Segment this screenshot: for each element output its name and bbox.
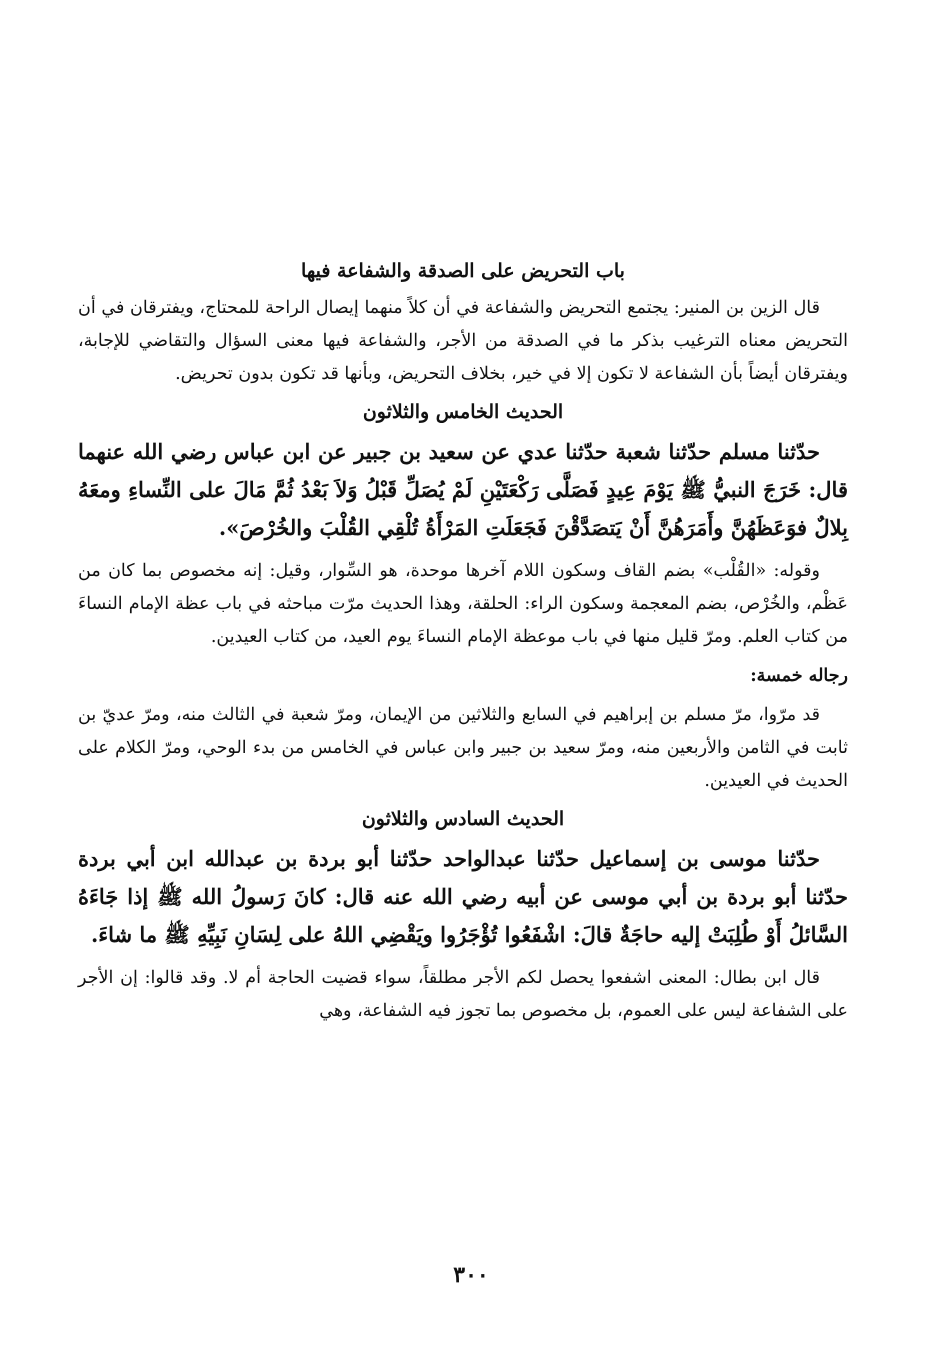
narrators-heading: رجاله خمسة: [750,666,848,686]
page-content [78,256,848,1034]
hadith-35-title: الحديث الخامس والثلاثون [362,401,564,423]
chapter-title: باب التحريض على الصدقة والشفاعة فيها [301,260,625,282]
hadith-35-text: حدّثنا مسلم حدّثنا شعبة حدّثنا عدي عن سعيد بن جبير عن ابن عباس رضي الله عنهما قال: خَرَجَ النبيُّ ﷺ يَوْمَ عِيدٍ فَصَلَّى رَكْعَتَيْنِ لَمْ يُصَلِّ قَبْلُ وَلاَ بَعْدُ ثُمَّ مَالَ على النِّساءِ ومعَهُ بِلالٌ فوَعَظَهُنَّ وأَمَرَهُنَّ أَنْ يَتصَدَّقْنَ فَجَعَلَتِ المَرْأَةُ تُلْقِي القُلْبَ والخُرْصَ». [78,439,848,540]
hadith-36-text: حدّثنا موسى بن إسماعيل حدّثنا عبدالواحد حدّثنا أبو بردة بن عبدالله ابن أبي بردة حدّثنا أبو بردة بن أبي موسى عن أبيه رضي الله عنه قال: كانَ رَسولُ الله ﷺ إذا جَاءَهُ السَّائلُ أَوْ طُلِبَتْ إليه حاجَةٌ قالَ: اشْفَعُوا تُؤْجَرُوا ويَقْضِي اللهُ على لِسَانِ نَبِيِّهِ ﷺ ما شاءَ. [78,846,848,947]
hadith-36-commentary: قال ابن بطال: المعنى اشفعوا يحصل لكم الأجر مطلقاً، سواء قضيت الحاجة أم لا. وقد قالوا: إن الأجر على الشفاعة ليس على العموم، بل مخصوص بما تجوز فيه الشفاعة، وهي [78,968,848,1021]
narrators-paragraph: قد مرّوا، مرّ مسلم بن إبراهيم في السابع والثلاثين من الإيمان، ومرّ شعبة في الثالث منه، ومرّ عديّ بن ثابت في الثامن والأربعين منه، ومرّ سعيد بن جبير وابن عباس في الخامس من بدء الوحي، ومرّ الكلام على الحديث في العيدين. [78,705,848,791]
page-number: ٣٠٠ [453,1262,489,1288]
hadith-36-title: الحديث السادس والثلاثون [361,808,565,830]
hadith-35-commentary: وقوله: «القُلْب» بضم القاف وسكون اللام آخرها موحدة، هو السِّوار، وقيل: إنه مخصوص بما كان من عَظْم، والخُرْص، بضم المعجمة وسكون الراء: الحلقة، وهذا الحديث مرّت مباحثه في باب عظة الإمام النساءَ من كتاب العلم. ومرّ قليل منها في باب موعظة الإمام النساءَ يوم العيد، من كتاب العيدين. [78,561,848,647]
intro-paragraph: قال الزين بن المنير: يجتمع التحريض والشفاعة في أن كلاً منهما إيصال الراحة للمحتاج، ويفترقان في أن التحريض معناه الترغيب بذكر ما في الصدقة من الأجر، والشفاعة فيها معنى السؤال والتقاضي للإجابة، ويفترقان أيضاً بأن الشفاعة لا تكون إلا في خير، بخلاف التحريض، وبأنها قد تكون بدون تحريض. [78,298,848,384]
